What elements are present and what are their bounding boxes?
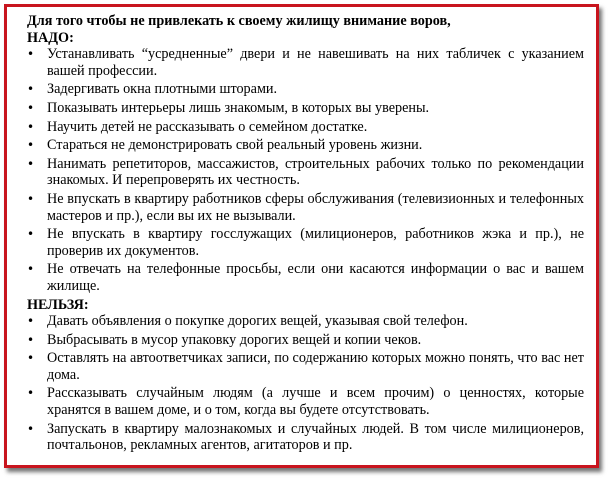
bullet-icon: •	[27, 262, 35, 277]
do-item-text: Не отвечать на телефонные просьбы, если они касаются информации о вас и вашем жилище.	[47, 261, 584, 294]
dont-item-3	[27, 350, 584, 383]
bullet-icon: •	[27, 351, 35, 366]
bullet-icon: •	[27, 314, 35, 329]
dont-list	[27, 313, 584, 454]
dont-item-text: Оставлять на автоответчиках записи, по содержанию которых можно понять, что вас нет дома.	[47, 350, 584, 383]
dont-item-text: Рассказывать случайным людям (а лучше и всем прочим) о ценностях, которые хранятся в вашем доме, и о том, когда вы будете отсутствовать.	[47, 385, 584, 419]
do-item-9	[27, 261, 584, 294]
bullet-icon: •	[27, 156, 35, 171]
do-item-1	[27, 46, 584, 79]
do-heading: НАДО:	[27, 29, 74, 46]
do-item-5	[27, 137, 584, 154]
dont-item-text: Выбрасывать в мусор упаковку дорогих вещей и копии чеков.	[47, 331, 422, 348]
do-item-text: Научить детей не рассказывать о семейном достатке.	[47, 118, 368, 135]
dont-item-1	[27, 313, 584, 330]
bullet-icon: •	[27, 100, 35, 115]
dont-item-text: Запускать в квартиру малознакомых и случайных людей. В том числе милиционеров, почтальонов, рекламных агентов, агитаторов и пр.	[47, 420, 584, 454]
bullet-icon: •	[27, 138, 35, 153]
do-item-text: Нанимать репетиторов, массажистов, строительных рабочих только по рекомендации знакомых. И перепроверять их честность.	[47, 155, 584, 189]
bullet-icon: •	[27, 82, 35, 97]
bullet-icon: •	[27, 47, 35, 62]
dont-item-2	[27, 332, 584, 349]
do-item-text: Задергивать окна плотными шторами.	[47, 81, 278, 98]
do-item-text: Не впускать в квартиру госслужащих (милиционеров, работников жэка и пр.), не проверив их документов.	[47, 226, 584, 259]
bullet-icon: •	[27, 386, 35, 401]
bullet-icon: •	[27, 191, 35, 206]
do-item-3	[27, 100, 584, 117]
dont-item-5	[27, 421, 584, 454]
do-item-6	[27, 156, 584, 189]
do-item-text: Показывать интерьеры лишь знакомым, в которых вы уверены.	[47, 99, 430, 116]
do-item-4	[27, 119, 584, 136]
intro-heading: Для того чтобы не привлекать к своему жилищу внимание воров,	[27, 13, 451, 29]
do-item-text: Устанавливать “усредненные” двери и не навешивать на них табличек с указанием вашей профессии.	[47, 46, 584, 79]
bullet-icon: •	[27, 332, 35, 347]
do-item-8	[27, 226, 584, 259]
bullet-icon: •	[27, 421, 35, 436]
do-item-text: Стараться не демонстрировать свой реальный уровень жизни.	[47, 137, 423, 154]
do-item-text: Не впускать в квартиру работников сферы обслуживания (телевизионных и телефонных мастеров и пр.), если вы их не вызывали.	[47, 190, 584, 224]
dont-item-4	[27, 385, 584, 418]
bullet-icon: •	[27, 119, 35, 134]
bullet-icon: •	[27, 227, 35, 242]
do-item-7	[27, 191, 584, 224]
document-frame	[4, 4, 599, 468]
dont-heading: НЕЛЬЗЯ:	[27, 296, 89, 313]
do-item-2	[27, 81, 584, 98]
do-list	[27, 46, 584, 294]
dont-item-text: Давать объявления о покупке дорогих вещей, указывая свой телефон.	[47, 313, 468, 330]
